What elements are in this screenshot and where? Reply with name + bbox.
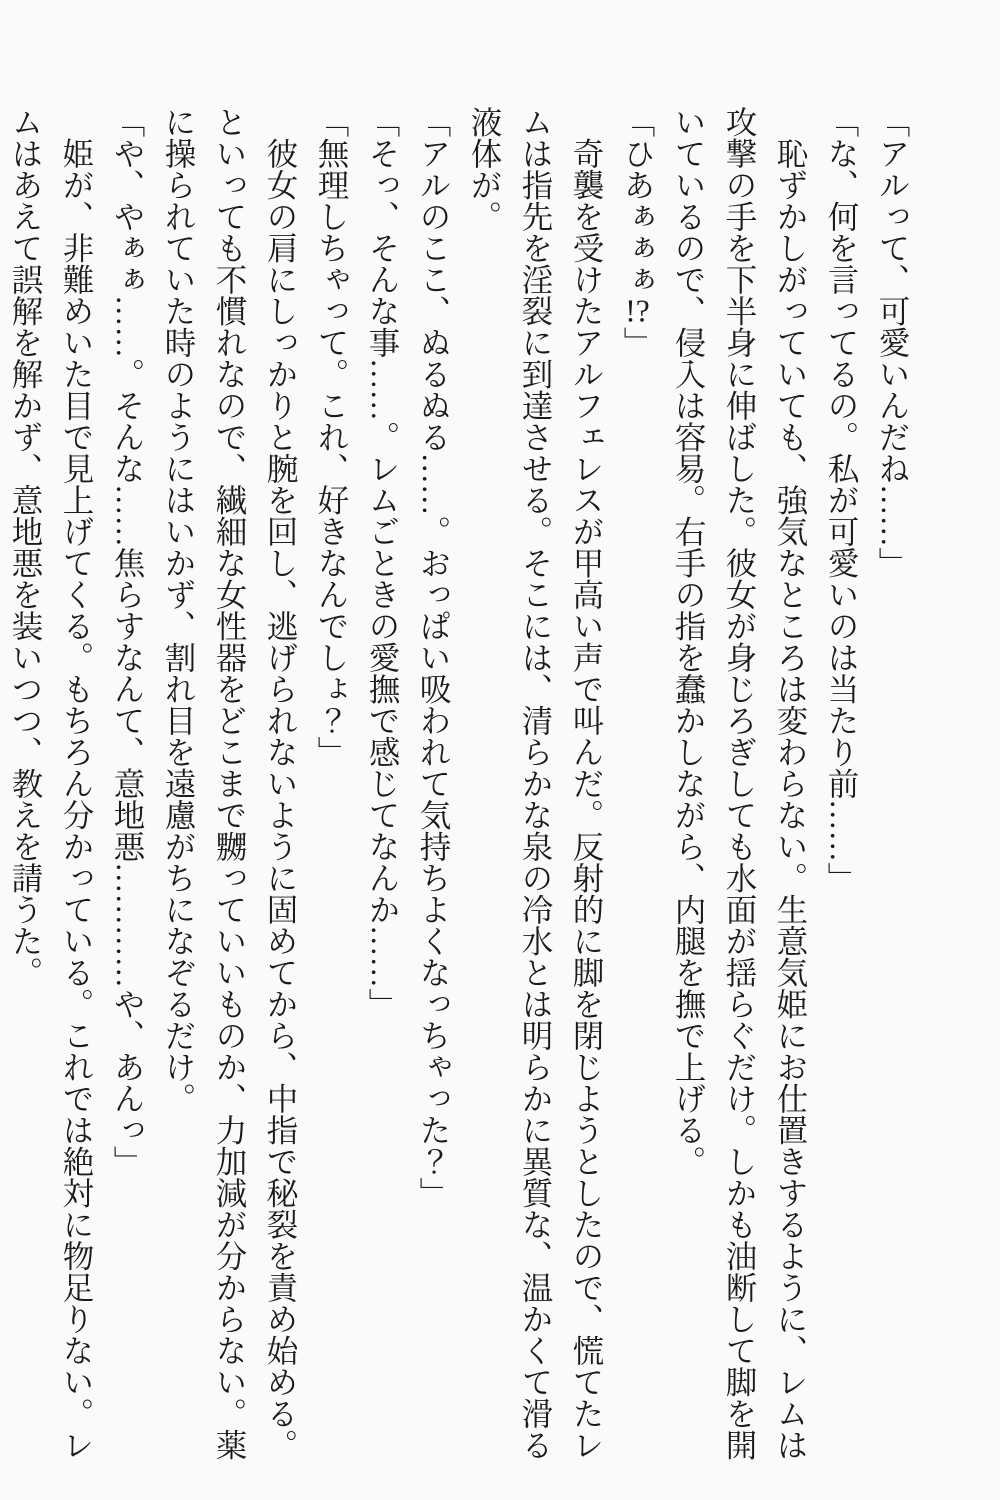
- text-line: といっても不慣れなので、繊細な女性器をどこまで嬲っていいものか、力加減が分からない。薬: [212, 106, 247, 1461]
- text-line: 姫が、非難めいた目で見上げてくる。もちろん分かっている。これでは絶対に物足りない。レ: [59, 106, 94, 1461]
- vertical-text-block: [0, 106, 918, 1462]
- text-line: 液体が。: [467, 106, 502, 232]
- text-line: 「そっ、そんな事……。レムごときの愛撫で感じてなんか……」: [365, 106, 400, 1020]
- text-line: いているので、侵入は容易。右手の指を蠢かしながら、内腿を撫で上げる。: [671, 106, 706, 1177]
- text-segment: 「ひあぁぁぁ: [620, 106, 655, 295]
- text-line: 「や、やぁぁ……。そんな……焦らすなんて、意地悪…………や、あんっ」: [110, 106, 145, 1177]
- text-line: [612, 106, 663, 1462]
- text-line: 彼女の肩にしっかりと腕を回し、逃げられないように固めてから、中指で秘裂を責め始める。: [263, 106, 298, 1461]
- text-line: ムは指先を淫裂に到達させる。そこには、清らかな泉の冷水とは明らかに異質な、温かくて滑る: [518, 106, 553, 1461]
- text-line: ムはあえて誤解を解かず、意地悪を装いつつ、教えを請うた。: [8, 106, 43, 988]
- text-segment: 」: [620, 326, 655, 358]
- tate-chu-yoko-interrobang: !?: [625, 295, 650, 327]
- text-line: 「な、何を言ってるの。私が可愛いのは当たり前……」: [824, 106, 859, 894]
- text-line: 攻撃の手を下半身に伸ばした。彼女が身じろぎしても水面が揺らぐだけ。しかも油断して脚を開: [722, 106, 757, 1461]
- text-line: 恥ずかしがっていても、強気なところは変わらない。生意気姫にお仕置きするように、レムは: [773, 106, 808, 1461]
- text-line: 「アルって、可愛いんだね……」: [875, 106, 910, 579]
- text-line: に操られていた時のようにはいかず、割れ目を遠慮がちになぞるだけ。: [161, 106, 196, 1114]
- text-line: 奇襲を受けたアルフェレスが甲高い声で叫んだ。反射的に脚を閉じようとしたので、慌てたレ: [569, 106, 604, 1461]
- text-line: 「無理しちゃって。これ、好きなんでしょ？」: [314, 106, 349, 768]
- text-line: 「アルのここ、ぬるぬる……。おっぱい吸われて気持ちよくなっちゃった？」: [416, 106, 451, 1209]
